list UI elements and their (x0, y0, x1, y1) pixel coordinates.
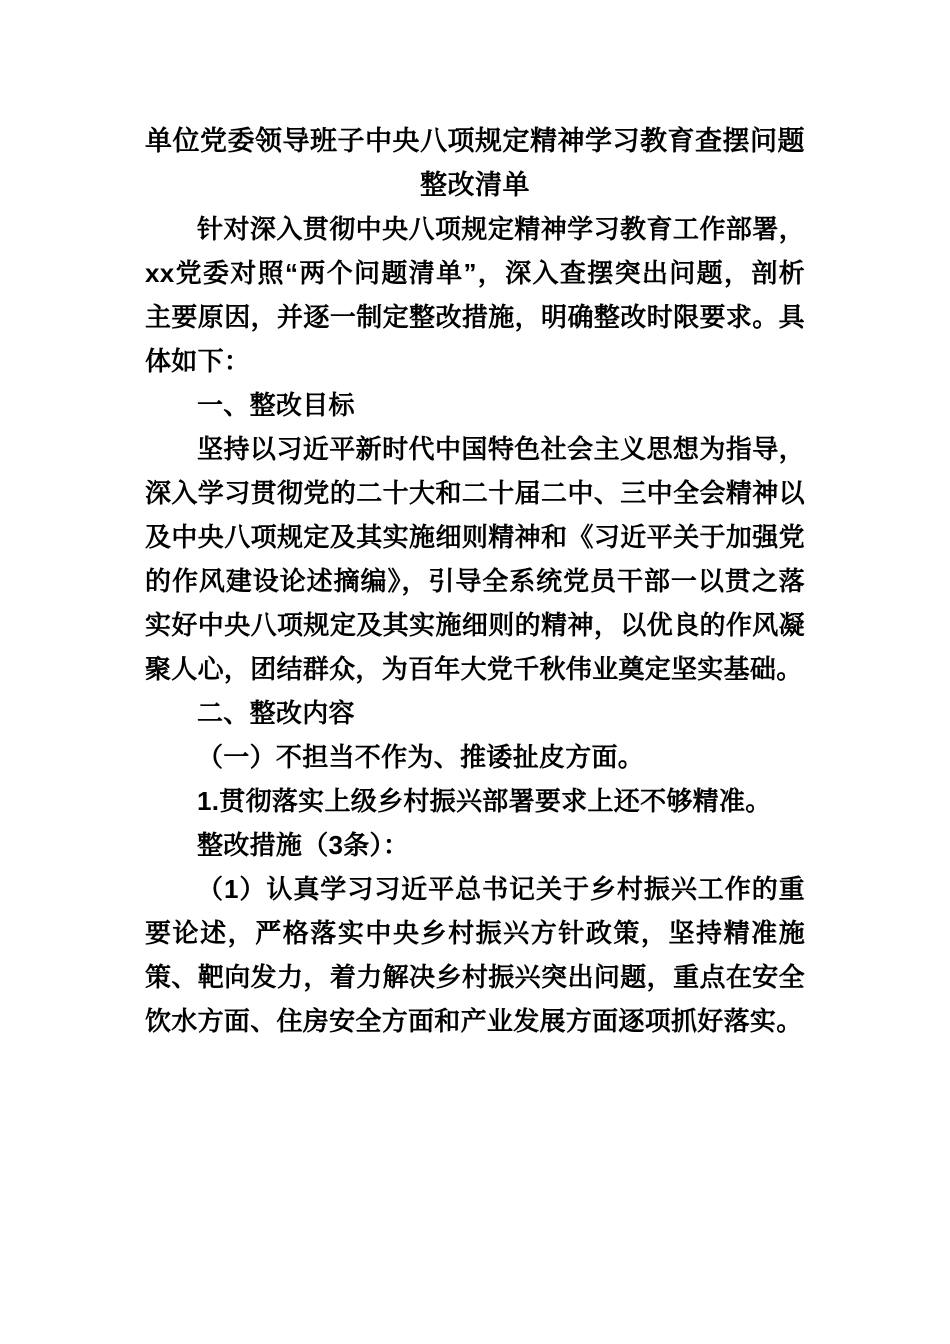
measure-1-paragraph: （1）认真学习习近平总书记关于乡村振兴工作的重要论述，严格落实中央乡村振兴方针政策，坚持精准施策、靶向发力，着力解决乡村振兴突出问题，重点在安全饮水方面、住房安全方面和产业发展方面逐项抓好落实。 (145, 874, 805, 1036)
goals-paragraph: 坚持以习近平新时代中国特色社会主义思想为指导，深入学习贯彻党的二十大和二十届二中、三中全会精神以及中央八项规定及其实施细则精神和《习近平关于加强党的作风建设论述摘编》，引导全系统党员干部一以贯之落实好中央八项规定及其实施细则的精神，以优良的作风凝聚人心，团结群众，为百年大党千秋伟业奠定坚实基础。 (145, 434, 805, 684)
subsection-heading-problem-area: （一）不担当不作为、推诿扯皮方面。 (197, 742, 645, 772)
document-title: 单位党委领导班子中央八项规定精神学习教育查摆问题整改清单 (145, 126, 805, 200)
measures-label: 整改措施（3条）： (197, 830, 410, 860)
intro-paragraph: 针对深入贯彻中央八项规定精神学习教育工作部署，xx党委对照“两个问题清单”，深入查摆突出问题，剖析主要原因，并逐一制定整改措施，明确整改时限要求。具体如下： (145, 214, 805, 376)
numbered-problem-item: 1.贯彻落实上级乡村振兴部署要求上还不够精准。 (197, 786, 772, 816)
section-heading-rectification-goals: 一、整改目标 (197, 390, 355, 420)
document-body (145, 119, 805, 1043)
section-heading-rectification-content: 二、整改内容 (197, 698, 355, 728)
